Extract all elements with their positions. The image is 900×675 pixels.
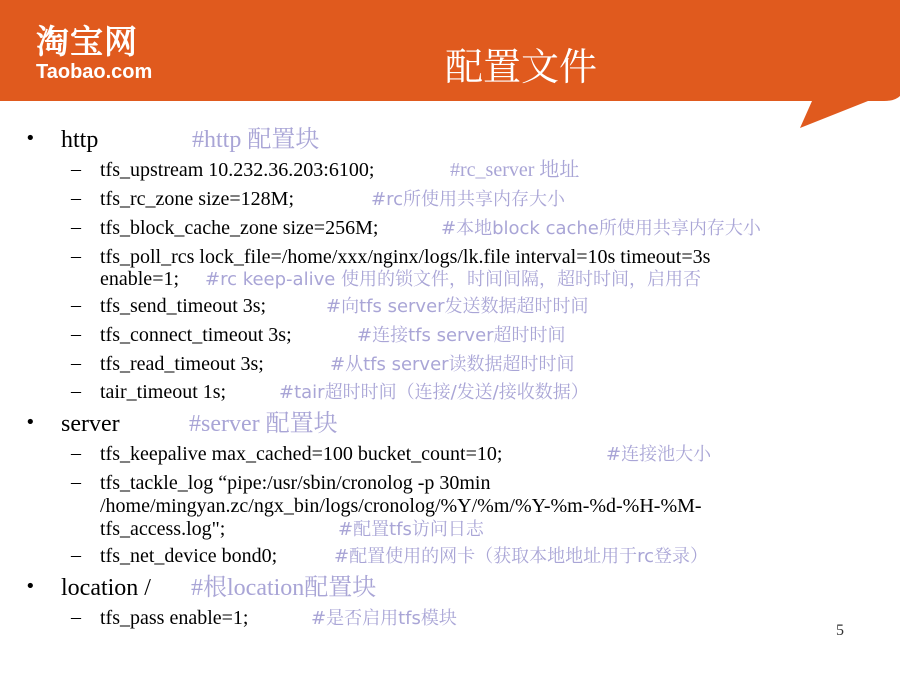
dash-icon: – bbox=[71, 606, 81, 628]
list-item: tfs_read_timeout 3s; bbox=[100, 353, 264, 375]
item-comment: #连接tfs server超时时间 bbox=[357, 325, 566, 346]
list-item-continuation: enable=1; bbox=[100, 268, 180, 290]
dash-icon: – bbox=[71, 294, 81, 316]
list-item: tfs_net_device bond0; bbox=[100, 545, 278, 567]
list-item: tair_timeout 1s; bbox=[100, 381, 227, 403]
item-comment: #是否启用tfs模块 bbox=[311, 608, 457, 629]
item-comment: #rc keep-alive 使用的锁文件，时间间隔，超时时间，启用否 bbox=[205, 269, 702, 290]
item-comment: #连接池大小 bbox=[606, 444, 712, 465]
dash-icon: – bbox=[71, 187, 81, 209]
page-number: 5 bbox=[836, 622, 844, 639]
list-item-continuation: tfs_access.log"; bbox=[100, 518, 226, 540]
list-item: tfs_send_timeout 3s; bbox=[100, 295, 267, 317]
list-item: tfs_connect_timeout 3s; bbox=[100, 324, 292, 346]
dash-icon: – bbox=[71, 544, 81, 566]
item-comment: #tair超时时间（连接/发送/接收数据） bbox=[279, 382, 589, 403]
item-comment: #从tfs server读数据超时时间 bbox=[330, 354, 575, 375]
taobao-logo bbox=[36, 24, 152, 82]
section-comment: #根location配置块 bbox=[191, 575, 377, 601]
bullet-icon: • bbox=[25, 412, 36, 433]
dash-icon: – bbox=[71, 442, 81, 464]
dash-icon: – bbox=[71, 352, 81, 374]
item-comment: #rc_server 地址 bbox=[450, 159, 580, 181]
item-comment: #本地block cache所使用共享内存大小 bbox=[441, 218, 761, 239]
section-comment: #http 配置块 bbox=[192, 127, 320, 153]
list-item: tfs_upstream 10.232.36.203:6100; bbox=[100, 159, 375, 181]
list-item: tfs_poll_rcs lock_file=/home/xxx/nginx/logs/lk.file interval=10s timeout=3s bbox=[100, 246, 711, 268]
header-banner bbox=[0, 0, 900, 130]
list-item: tfs_keepalive max_cached=100 bucket_count=10; bbox=[100, 443, 503, 465]
section-server: server bbox=[61, 411, 120, 437]
section-key: http bbox=[61, 127, 99, 153]
section-location: location / bbox=[61, 575, 151, 601]
item-comment: #配置使用的网卡（获取本地地址用于rc登录） bbox=[334, 546, 708, 567]
dash-icon: – bbox=[71, 323, 81, 345]
section-comment: #server 配置块 bbox=[189, 411, 338, 437]
dash-icon: – bbox=[71, 471, 81, 493]
list-item-continuation: /home/mingyan.zc/ngx_bin/logs/cronolog/%Y/%m/%Y-%m-%d-%H-%M- bbox=[100, 495, 702, 517]
section-http bbox=[61, 126, 98, 154]
list-item: tfs_tackle_log “pipe:/usr/sbin/cronolog -p 30min bbox=[100, 472, 491, 494]
logo-chinese: 淘宝网 bbox=[36, 22, 138, 61]
dash-icon: – bbox=[71, 380, 81, 402]
list-item: tfs_rc_zone size=128M; bbox=[100, 188, 295, 210]
dash-icon: – bbox=[71, 245, 81, 267]
logo-english: Taobao.com bbox=[36, 61, 153, 83]
dash-icon: – bbox=[71, 158, 81, 180]
list-item: tfs_pass enable=1; bbox=[100, 607, 249, 629]
list-item: tfs_block_cache_zone size=256M; bbox=[100, 217, 379, 239]
item-comment: #向tfs server发送数据超时时间 bbox=[326, 296, 589, 317]
item-comment: #配置tfs访问日志 bbox=[338, 519, 484, 540]
bullet-icon: • bbox=[25, 576, 36, 597]
dash-icon: – bbox=[71, 216, 81, 238]
slide-title: 配置文件 bbox=[445, 45, 598, 89]
item-comment: #rc所使用共享内存大小 bbox=[371, 189, 565, 210]
bullet-icon: • bbox=[25, 128, 36, 149]
